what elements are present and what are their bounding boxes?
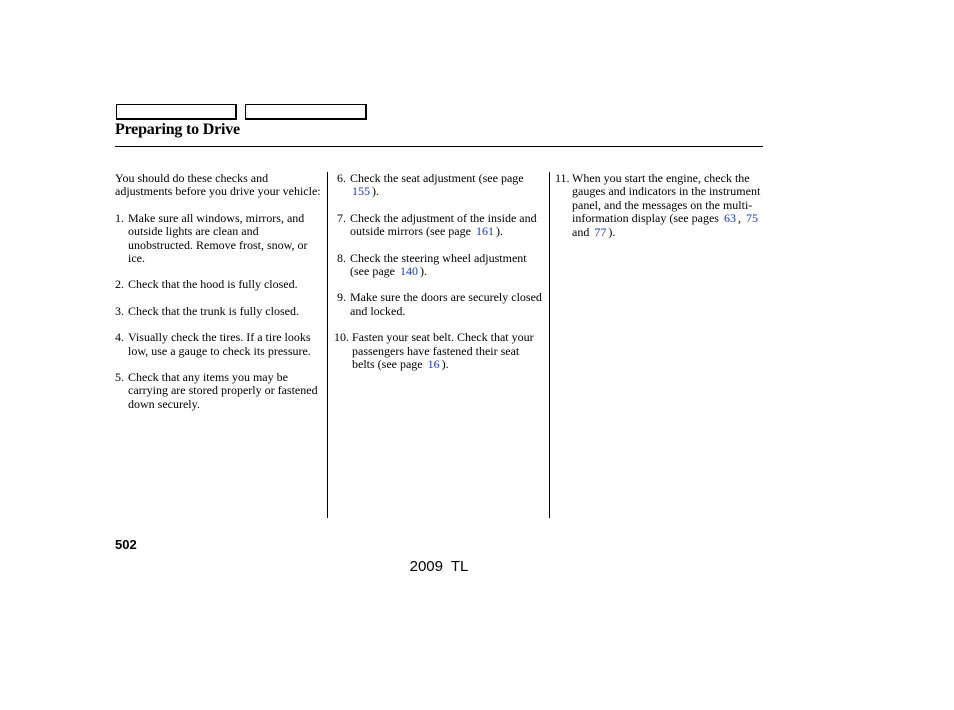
checklist-item-9	[337, 291, 543, 318]
page-reference-link[interactable]: 16	[427, 357, 440, 372]
title-divider	[115, 146, 763, 147]
column-2	[334, 171, 543, 384]
item-text: When you start the engine, check the gauges and indicators in the instrument panel, and the messages on the multi-information display (see pages	[572, 171, 761, 226]
item-text: Check that any items you may be carrying are stored properly or fastened down securely.	[128, 370, 318, 411]
checklist-item-1	[115, 212, 325, 266]
checklist-item-4	[115, 331, 325, 358]
item-separator: ,	[737, 211, 741, 226]
item-text: Check the adjustment of the inside and outside mirrors (see page	[350, 210, 537, 239]
item-text-end: ).	[419, 264, 427, 279]
column-divider-2	[549, 172, 550, 518]
item-number: 9.	[337, 290, 346, 305]
item-number: 6.	[337, 171, 346, 185]
section-tab-box-2	[245, 104, 367, 120]
checklist-item-11	[557, 172, 767, 239]
page-reference-link[interactable]: 161	[475, 224, 494, 239]
item-text: Make sure the doors are securely closed and locked.	[350, 290, 542, 318]
item-separator: and	[572, 224, 590, 239]
item-text: Make sure all windows, mirrors, and outside lights are clean and unobstructed. Remove frost, snow, or ice.	[128, 210, 308, 266]
page-reference-link[interactable]: 63	[723, 211, 736, 226]
item-text: Check that the trunk is fully closed.	[128, 303, 299, 318]
intro-paragraph: You should do these checks and adjustments before you drive your vehicle:	[115, 171, 321, 199]
column-divider-1	[327, 172, 328, 518]
item-number: 5.	[115, 370, 124, 385]
item-number: 7.	[337, 210, 346, 225]
column-1	[115, 172, 325, 424]
item-text-end: ).	[608, 224, 616, 239]
page-reference-link[interactable]: 140	[399, 264, 418, 279]
item-text: Check the seat adjustment (see page	[350, 171, 524, 185]
checklist-item-2	[115, 278, 325, 291]
item-number: 8.	[337, 250, 346, 265]
item-text: Check that the hood is fully closed.	[128, 277, 298, 292]
item-text: Visually check the tires. If a tire looks low, use a gauge to check its pressure.	[128, 330, 311, 358]
item-number: 10.	[334, 330, 349, 345]
page-reference-link[interactable]: 75	[745, 211, 758, 226]
item-number: 11.	[555, 171, 570, 185]
checklist-item-5	[115, 371, 325, 411]
checklist-item-10	[334, 330, 543, 372]
checklist-item-3	[115, 305, 325, 318]
item-number: 3.	[115, 303, 124, 318]
section-tab-box-1	[116, 104, 237, 120]
item-text-end: ).	[372, 184, 379, 199]
item-text-end: ).	[441, 357, 449, 372]
item-number: 2.	[115, 277, 124, 292]
item-text-end: ).	[495, 224, 503, 239]
page-reference-link[interactable]: 155	[352, 184, 370, 199]
checklist-item-6	[337, 172, 543, 199]
item-number: 4.	[115, 330, 124, 345]
page-reference-link[interactable]: 77	[594, 224, 607, 239]
item-text: Check the steering wheel adjustment (see page	[350, 250, 527, 279]
checklist-item-7	[337, 212, 543, 239]
column-3	[557, 172, 767, 252]
page-title: Preparing to Drive	[115, 121, 240, 138]
item-text: Fasten your seat belt. Check that your passengers have fastened their seat belts (see page	[352, 330, 534, 372]
page-number: 502	[115, 537, 137, 552]
item-number: 1.	[115, 210, 124, 225]
checklist-item-8	[337, 252, 543, 279]
footer-model-label: 2009 TL	[409, 558, 469, 575]
